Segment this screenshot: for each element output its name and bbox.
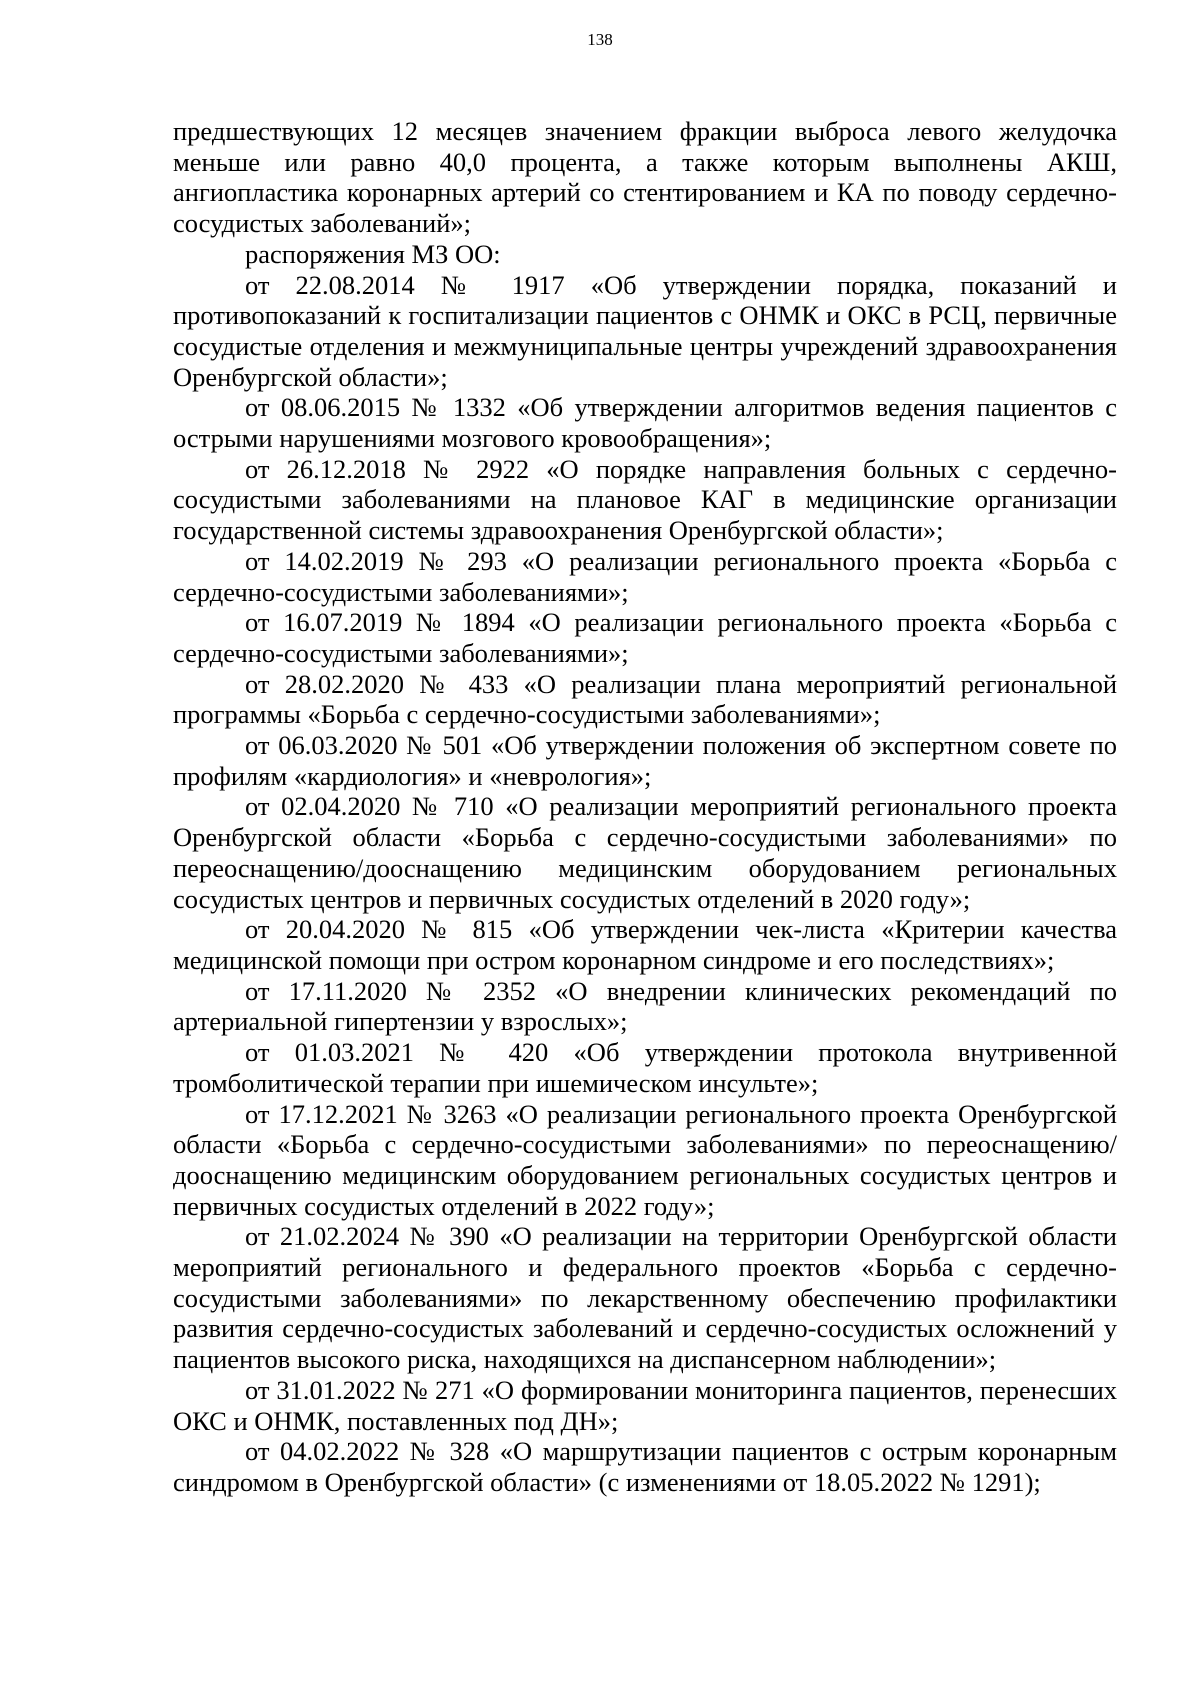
paragraph-15: от 21.02.2024 № 390 «О реализации на территории Оренбургской области мероприятий регионального и федерального проектов «Борьба с сердечно-сосудистыми заболеваниями» по лекарственному обеспечению профилактики развития сердечно-сосудистых заболеваний и сердечно-сосудистых осложнений у пациентов высокого риска, находящихся на диспансерном наблюдении»;	[173, 1221, 1117, 1375]
paragraph-9: от 06.03.2020 № 501 «Об утверждении положения об экспертном совете по профилям «кардиология» и «неврология»;	[173, 730, 1117, 791]
paragraph-12: от 17.11.2020 № 2352 «О внедрении клинических рекомендаций по артериальной гипертензии у взрослых»;	[173, 975, 1117, 1037]
paragraph-7: от 16.07.2019 № 1894 «О реализации регионального проекта «Борьба с сердечно-сосудистыми заболеваниями»;	[173, 607, 1117, 668]
paragraph-1: предшествующих 12 месяцев значением фракции выброса левого желудочка меньше или равно 40,0 процента, а также которым выполнены АКШ, ангиопластика коронарных артерий со стентированием и КА по поводу сердечно-сосудистых заболеваний»;	[173, 116, 1117, 239]
page-number: 138	[587, 30, 613, 49]
paragraph-2: распоряжения МЗ ОО:	[245, 238, 501, 269]
paragraph-11: от 20.04.2020 № 815 «Об утверждении чек-листа «Критерии качества медицинской помощи при остром коронарном синдроме и его последствиях»;	[173, 914, 1117, 975]
document-body	[173, 116, 1117, 1498]
paragraph-4: от 08.06.2015 № 1332 «Об утверждении алгоритмов ведения пациентов с острыми нарушениями мозгового кровообращения»;	[173, 392, 1117, 454]
paragraph-13: от 01.03.2021 № 420 «Об утверждении протокола внутривенной тромболитической терапии при ишемическом инсульте»;	[173, 1037, 1117, 1098]
paragraph-10: от 02.04.2020 № 710 «О реализации мероприятий регионального проекта Оренбургской области «Борьба с сердечно-сосудистыми заболеваниями» по переоснащению/дооснащению медицинским оборудованием региональных сосудистых центров и первичных сосудистых отделений в 2020 году»;	[173, 791, 1117, 914]
paragraph-8: от 28.02.2020 № 433 «О реализации плана мероприятий региональной программы «Борьба с сердечно-сосудистыми заболеваниями»;	[173, 668, 1117, 730]
paragraph-14: от 17.12.2021 № 3263 «О реализации регионального проекта Оренбургской области «Борьба с сердечно-сосудистыми заболеваниями» по переоснащению/дооснащению медицинским оборудованием региональных сосудистых центров и первичных сосудистых отделений в 2022 году»;	[173, 1098, 1117, 1221]
paragraph-17: от 04.02.2022 № 328 «О маршрутизации пациентов с острым коронарным синдромом в Оренбургской области» (с изменениями от 18.05.2022 № 1291);	[173, 1436, 1117, 1497]
paragraph-16: от 31.01.2022 № 271 «О формировании мониторинга пациентов, перенесших ОКС и ОНМК, поставленных под ДН»;	[173, 1374, 1117, 1436]
paragraph-5: от 26.12.2018 № 2922 «О порядке направления больных с сердечно-сосудистыми заболеваниями на плановое КАГ в медицинские организации государственной системы здравоохранения Оренбургской области»;	[173, 453, 1117, 546]
paragraph-6: от 14.02.2019 № 293 «О реализации регионального проекта «Борьба с сердечно-сосудистыми заболеваниями»;	[173, 545, 1117, 607]
paragraph-3: от 22.08.2014 № 1917 «Об утверждении порядка, показаний и противопоказаний к госпитализации пациентов с ОНМК и ОКС в РСЦ, первичные сосудистые отделения и межмуниципальные центры учреждений здравоохранения Оренбургской области»;	[173, 269, 1117, 392]
